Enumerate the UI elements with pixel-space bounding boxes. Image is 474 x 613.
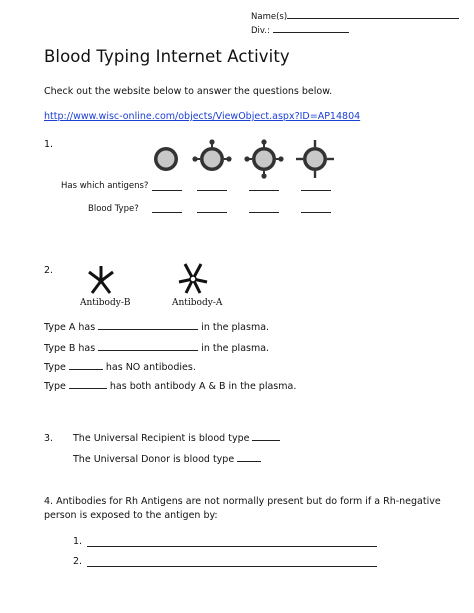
both-antibodies-label: Type	[44, 381, 66, 392]
universal-recipient-line	[73, 433, 280, 444]
type-blank-4[interactable]	[301, 212, 331, 213]
both-antibodies-blank[interactable]	[69, 388, 107, 389]
type-b-suffix: in the plasma.	[201, 343, 270, 354]
type-blank-1[interactable]	[152, 212, 182, 213]
type-b-line	[44, 343, 269, 354]
universal-donor-blank[interactable]	[237, 461, 261, 462]
universal-donor-line	[73, 454, 261, 465]
q4-text-line-1: 4. Antibodies for Rh Antigens are not normally present but do form if a Rh-negative	[44, 496, 441, 507]
both-antibodies-line	[44, 381, 296, 392]
antibody-b-icon	[89, 266, 113, 293]
cell-with-four-antigens-icon	[244, 139, 283, 178]
universal-recipient-label: The Universal Recipient is blood type	[73, 433, 250, 444]
cell-with-cross-antigens-icon	[296, 140, 334, 178]
q4-item-2-number: 2.	[73, 556, 83, 567]
antibody-b-label: Antibody-B	[80, 298, 131, 308]
type-a-blank[interactable]	[98, 329, 198, 330]
antibody-a-icon	[179, 264, 207, 293]
q1-number: 1.	[44, 139, 54, 150]
name-label: Name(s)	[251, 12, 288, 22]
page-title: Blood Typing Internet Activity	[44, 47, 290, 66]
type-blank-3[interactable]	[249, 212, 279, 213]
type-a-suffix: in the plasma.	[201, 322, 270, 333]
website-link[interactable]: http://www.wisc-online.com/objects/ViewObject.aspx?ID=AP14804	[44, 111, 361, 122]
q4-item-1-blank[interactable]	[87, 546, 377, 547]
both-antibodies-suffix: has both antibody A & B in the plasma.	[109, 381, 297, 392]
antigens-blank-3[interactable]	[249, 190, 279, 191]
q4-text-line-2: person is exposed to the antigen by:	[44, 510, 218, 521]
universal-donor-label: The Universal Donor is blood type	[73, 454, 235, 465]
q2-number: 2.	[44, 265, 54, 276]
q4-item-1-number: 1.	[73, 536, 83, 547]
antigens-blank-4[interactable]	[301, 190, 331, 191]
type-a-label: Type A has	[44, 322, 96, 333]
q4-item-2-blank[interactable]	[87, 566, 377, 567]
intro-text: Check out the website below to answer the questions below.	[44, 86, 333, 97]
type-b-label: Type B has	[44, 343, 96, 354]
type-a-line	[44, 322, 269, 333]
antigens-row-label: Has which antigens?	[61, 181, 149, 191]
cell-with-three-antigens-icon	[192, 139, 231, 171]
blood-type-row-label: Blood Type?	[88, 204, 139, 214]
no-antibodies-suffix: has NO antibodies.	[105, 362, 196, 373]
antigens-blank-1[interactable]	[152, 190, 182, 191]
universal-recipient-blank[interactable]	[252, 440, 280, 441]
type-blank-2[interactable]	[197, 212, 227, 213]
q3-number: 3.	[44, 433, 54, 444]
no-antibodies-blank[interactable]	[69, 369, 103, 370]
type-b-blank[interactable]	[98, 350, 198, 351]
plain-cell-icon	[154, 147, 178, 171]
antigens-blank-2[interactable]	[197, 190, 227, 191]
no-antibodies-line	[44, 362, 196, 373]
antibody-a-label: Antibody-A	[172, 298, 223, 308]
no-antibodies-label: Type	[44, 362, 66, 373]
div-label: Div.:	[251, 26, 270, 36]
